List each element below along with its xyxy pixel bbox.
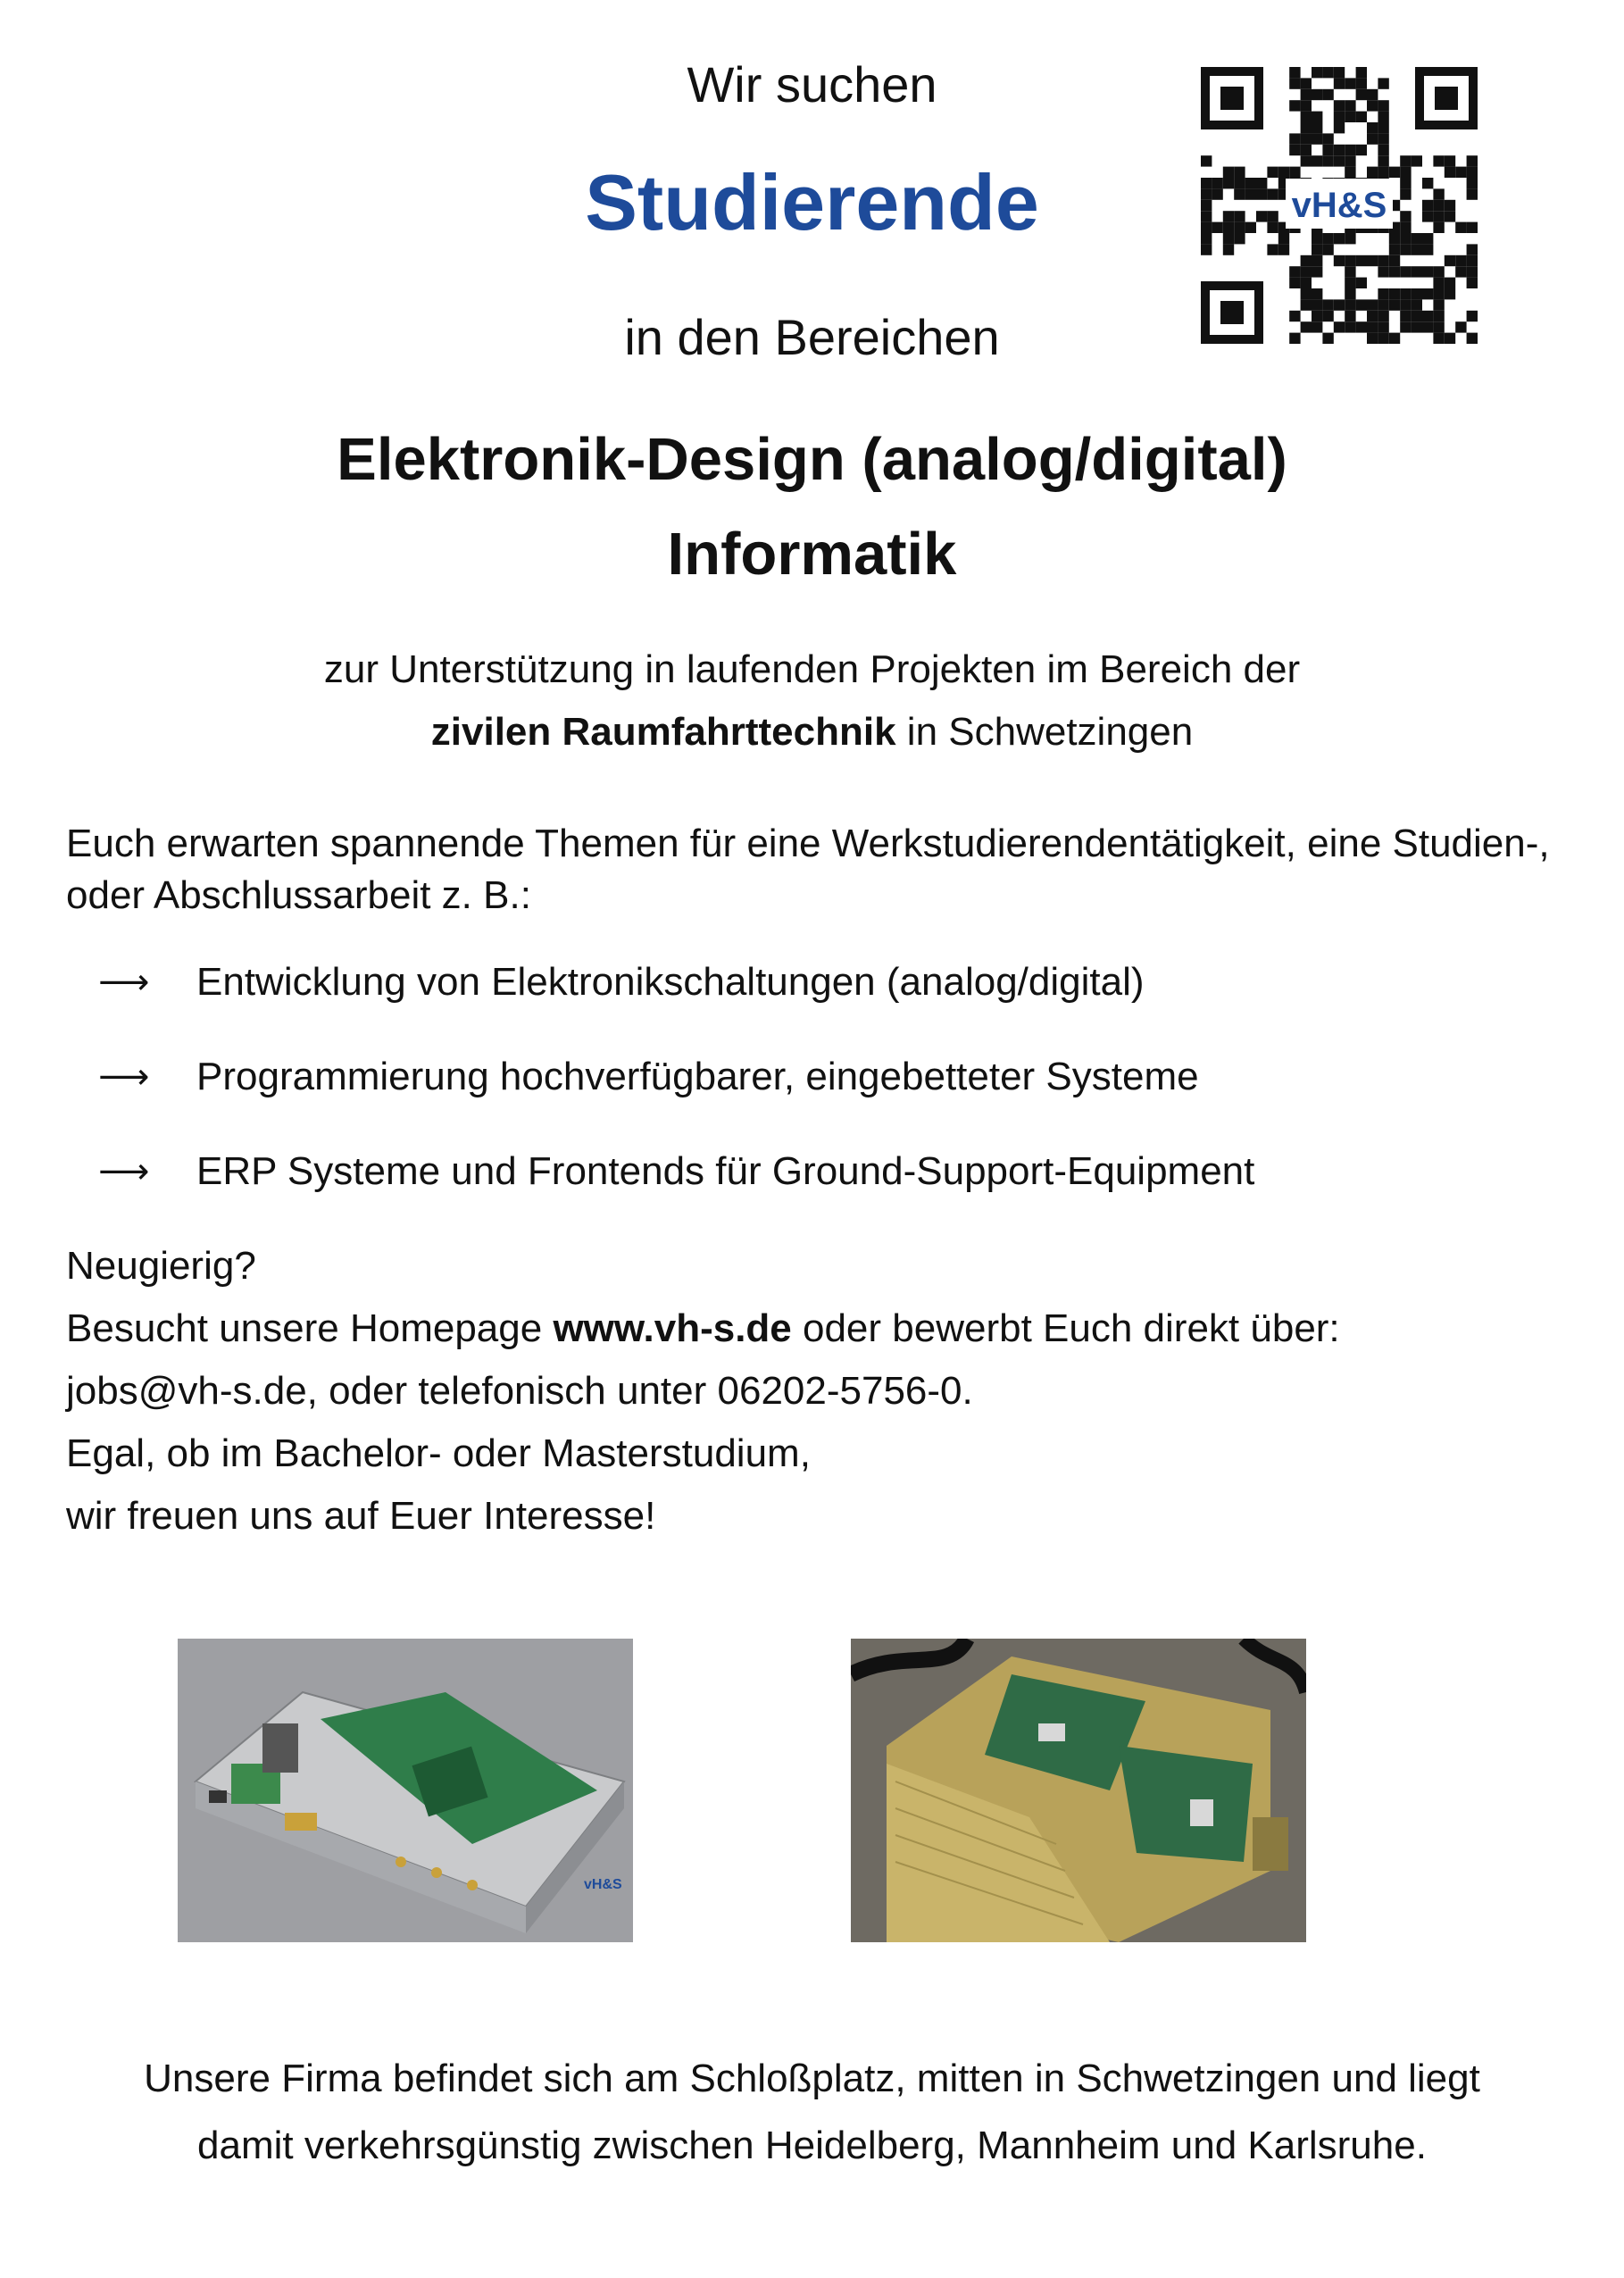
topic-item [98,1149,1254,1194]
footer-line-2: damit verkehrsgünstig zwischen Heidelberg, Mannheim und Karlsruhe. [197,2124,1427,2167]
homepage-link[interactable]: www.vh-s.de [553,1306,792,1350]
topic-label: ERP Systeme und Frontends für Ground-Support-Equipment [196,1149,1255,1193]
qr-logo-text: vH&S [1291,186,1387,225]
contact-pre: Besucht unsere Homepage [66,1306,554,1350]
support-line-1: zur Unterstützung in laufenden Projekten im Bereich der [323,647,1301,691]
contact-question: Neugierig? [66,1244,256,1288]
field-elektronik: Elektronik-Design (analog/digital) [337,426,1287,493]
support-rest: in Schwetzingen [895,710,1194,754]
contact-line-5: wir freuen uns auf Euer Interesse! [66,1494,656,1538]
header-wir-suchen: Wir suchen [687,56,937,113]
field-informatik: Informatik [667,521,957,588]
topic-label: Entwicklung von Elektronikschaltungen (analog/digital) [196,960,1145,1004]
topic-item [98,960,1145,1005]
contact-post: oder bewerbt Euch direkt über: [791,1306,1340,1350]
contact-homepage-line [66,1306,1340,1351]
intro-paragraph: Euch erwarten spannende Themen für eine Werkstudierendentätigkeit, eine Studien-, oder Abschlussarbeit z. B.: [66,822,1550,917]
topic-item [98,1055,1199,1099]
photo-electronics-unit [178,1639,633,1942]
photo-gold-housing [851,1639,1306,1942]
qr-code-icon [1201,67,1478,344]
support-bold: zivilen Raumfahrttechnik [430,710,896,754]
header-bereiche: in den Bereichen [624,309,1000,365]
topic-label: Programmierung hochverfügbarer, eingebetteter Systeme [196,1055,1199,1098]
support-line-2 [0,710,1624,755]
arrow-right-icon: ⟶ [98,1056,150,1097]
headline-studierende: Studierende [585,158,1039,246]
arrow-right-icon: ⟶ [98,962,150,1003]
contact-email-phone: jobs@vh-s.de, oder telefonisch unter 06202-5756-0. [66,1369,973,1413]
footer-line-1: Unsere Firma befindet sich am Schloßplatz, mitten in Schwetzingen und liegt [144,2057,1480,2100]
contact-line-4: Egal, ob im Bachelor- oder Masterstudium, [66,1431,811,1475]
arrow-right-icon: ⟶ [98,1151,150,1192]
photo-logo-text: vH&S [584,1877,622,1892]
